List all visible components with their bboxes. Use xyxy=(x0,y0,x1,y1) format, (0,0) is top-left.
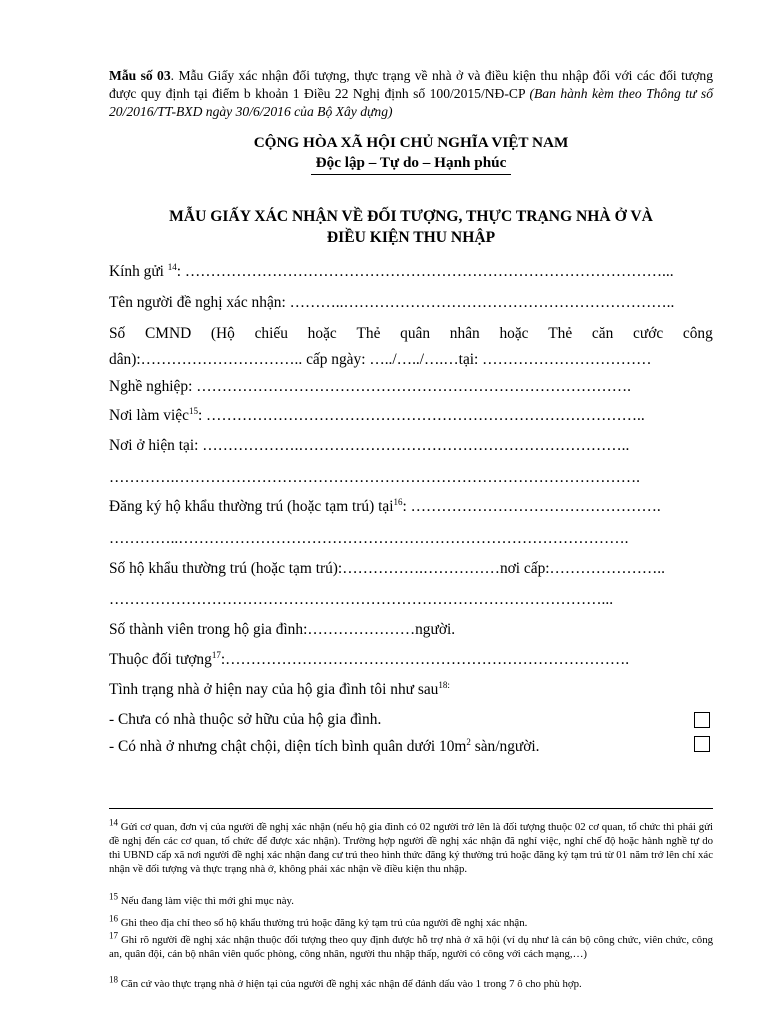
field-household-book-cont[interactable]: ……………………………………………………………………………………... xyxy=(109,591,614,608)
field-label: Tình trạng nhà ở hiện nay của hộ gia đình tôi như sau xyxy=(109,681,439,698)
footnote-number: 16 xyxy=(109,913,118,924)
field-kinh-gui[interactable] xyxy=(109,262,713,282)
footnote-text: Ghi theo địa chỉ theo sổ hộ khẩu thường trú hoặc đăng ký tạm trú của người đề nghị xác nhận. xyxy=(118,917,528,929)
id-field-word: Số xyxy=(109,325,126,342)
id-field-word: căn xyxy=(591,325,614,342)
id-field-word: cước xyxy=(633,325,664,342)
fill-dots: ………..……………………………………………………….. xyxy=(289,294,675,311)
field-current-residence[interactable] xyxy=(109,436,713,456)
option-text-b: sàn/người. xyxy=(470,738,540,755)
id-field-word: quân xyxy=(400,325,431,342)
footnote-ref-14: 14 xyxy=(167,262,177,272)
motto-block xyxy=(109,153,713,175)
field-label: Đăng ký hộ khẩu thường trú (hoặc tạm trú) tại xyxy=(109,498,394,515)
fill-dots: : …………………………………………. xyxy=(402,498,661,515)
footnote-text: Căn cứ vào thực trạng nhà ở hiện tại của người đề nghị xác nhận để đánh dấu vào 1 trong 7 ô cho phù hợp. xyxy=(118,978,582,990)
field-current-residence-cont[interactable]: ………….………………………………………………………………………………. xyxy=(109,469,640,486)
field-label: Nghề nghiệp: xyxy=(109,378,197,395)
field-registered-address[interactable] xyxy=(109,497,713,517)
id-field-word: chiếu xyxy=(254,325,288,342)
option-no-house-label: - Chưa có nhà thuộc sở hữu của hộ gia đình. xyxy=(109,711,382,728)
option-small-house-checkbox[interactable] xyxy=(694,736,710,752)
form-description: . Mẫu Giấy xác nhận đối tượng, thực trạng về nhà ở và điều kiện thu nhập đối với các đối tượng được quy định tại điểm b khoản 1 Điều 22 Nghị định số 100/2015/NĐ-CP xyxy=(109,68,714,101)
footnote-text: Nếu đang làm việc thì mới ghi mục này. xyxy=(118,895,294,907)
id-field-word: công xyxy=(682,325,713,342)
fill-dots: ……………….……………………………………………………….. xyxy=(202,437,630,454)
field-label: Nơi ở hiện tại: xyxy=(109,437,203,454)
field-household-book[interactable]: Số hộ khẩu thường trú (hoặc tạm trú):…………….……………nơi cấp:………………….. xyxy=(109,560,665,577)
footnote-number: 18 xyxy=(109,974,118,985)
form-number: Mẫu số 03 xyxy=(109,68,171,83)
footnote-number: 14 xyxy=(109,817,118,828)
field-workplace[interactable] xyxy=(109,406,713,426)
footnote-number: 17 xyxy=(109,930,118,941)
fill-dots: …………………………………………………………………………. xyxy=(196,378,631,395)
footnote-14 xyxy=(109,817,713,876)
id-field-word: Thẻ xyxy=(548,325,573,342)
id-field-word: hoặc xyxy=(499,325,529,342)
field-occupation[interactable] xyxy=(109,377,713,397)
form-legal-basis: (Ban hành kèm theo Thông tư số 20/2016/TT-BXD ngày 30/6/2016 của Bộ Xây dựng) xyxy=(109,86,713,119)
motto-text: Độc lập – Tự do – Hạnh phúc xyxy=(315,154,507,171)
squared-exponent: 2 xyxy=(466,737,471,747)
form-title-line-1: MẪU GIẤY XÁC NHẬN VỀ ĐỐI TƯỢNG, THỰC TRẠNG NHÀ Ở VÀ xyxy=(169,208,653,225)
option-text-a: - Có nhà ở nhưng chật chội, diện tích bình quân dưới 10m xyxy=(109,738,467,755)
id-field-word: CMND xyxy=(145,325,192,342)
id-field-word: Thẻ xyxy=(356,325,381,342)
footnote-17 xyxy=(109,930,713,961)
footnote-divider xyxy=(109,808,713,809)
national-motto xyxy=(311,153,511,175)
fill-dots: :……………………………………………………………………. xyxy=(220,651,630,668)
field-label: Kính gửi xyxy=(109,263,168,280)
field-id-number-line-2[interactable]: dân):………………………….. cấp ngày: …../…../….…tại: …………………………… xyxy=(109,351,652,368)
footnote-16 xyxy=(109,913,713,930)
footnote-18 xyxy=(109,974,713,991)
form-intro xyxy=(109,67,713,121)
footnote-ref-18: 18: xyxy=(438,680,450,690)
form-title-line-2: ĐIỀU KIỆN THU NHẬP xyxy=(326,229,496,246)
motto-underline xyxy=(311,174,511,175)
field-registered-address-cont[interactable]: …………..……………………………………………………………………………. xyxy=(109,530,629,547)
footnote-text: Gửi cơ quan, đơn vị của người đề nghị xác nhận (nếu hộ gia đình có 02 người trở lên là đối tượng thuộc 02 cơ quan, tổ chức thì phải gửi đề nghị đến các cơ quan, tổ chức để được xác nhận). Trường hợp người đề nghị xác nhận đã nghỉ việc, nghỉ chế độ hoặc hành nghề tự do thì UBND cấp xã nơi người đề nghị xác nhận đang cư trú theo hình thức đăng ký thường trú hoặc đăng ký tạm trú từ 01 năm trở lên chỉ xác nhận về đối tượng và thực trạng nhà ở, không phải xác nhận về điều kiện thu nhập. xyxy=(109,821,713,875)
footnote-15 xyxy=(109,891,713,908)
form-title xyxy=(109,206,713,248)
housing-status-heading xyxy=(109,680,713,700)
footnote-text: Ghi rõ người đề nghị xác nhận thuộc đối tượng theo quy định được hỗ trợ nhà ở xã hội (ví dụ như là cán bộ công chức, viên chức, công an, quân đội, cán bộ nhân viên quốc phòng, công nhân, người thu nhập thấp, người có công với cách mạng,…) xyxy=(109,934,713,960)
footnote-number: 15 xyxy=(109,891,118,902)
field-label: Thuộc đối tượng xyxy=(109,651,212,668)
field-beneficiary-group[interactable] xyxy=(109,650,713,670)
option-no-house-checkbox[interactable] xyxy=(694,712,710,728)
field-label: Nơi làm việc xyxy=(109,407,189,424)
field-label: Tên người đề nghị xác nhận: xyxy=(109,294,290,311)
option-small-house-label xyxy=(109,737,669,757)
id-field-word: (Hộ xyxy=(210,325,235,342)
fill-dots: : …………………………………………………………………………………... xyxy=(176,263,674,280)
field-applicant-name[interactable] xyxy=(109,293,713,313)
national-title: CỘNG HÒA XÃ HỘI CHỦ NGHĨA VIỆT NAM xyxy=(253,134,569,151)
fill-dots: : ………………………………………………………………………….. xyxy=(197,407,645,424)
field-household-members[interactable]: Số thành viên trong hộ gia đình:…………………người. xyxy=(109,621,456,638)
footnote-ref-16: 16 xyxy=(393,497,403,507)
id-field-word: nhân xyxy=(449,325,480,342)
footnote-ref-17: 17 xyxy=(211,650,221,660)
footnote-ref-15: 15 xyxy=(188,406,198,416)
field-id-number-line-1[interactable] xyxy=(109,324,713,344)
id-field-word: hoặc xyxy=(307,325,337,342)
